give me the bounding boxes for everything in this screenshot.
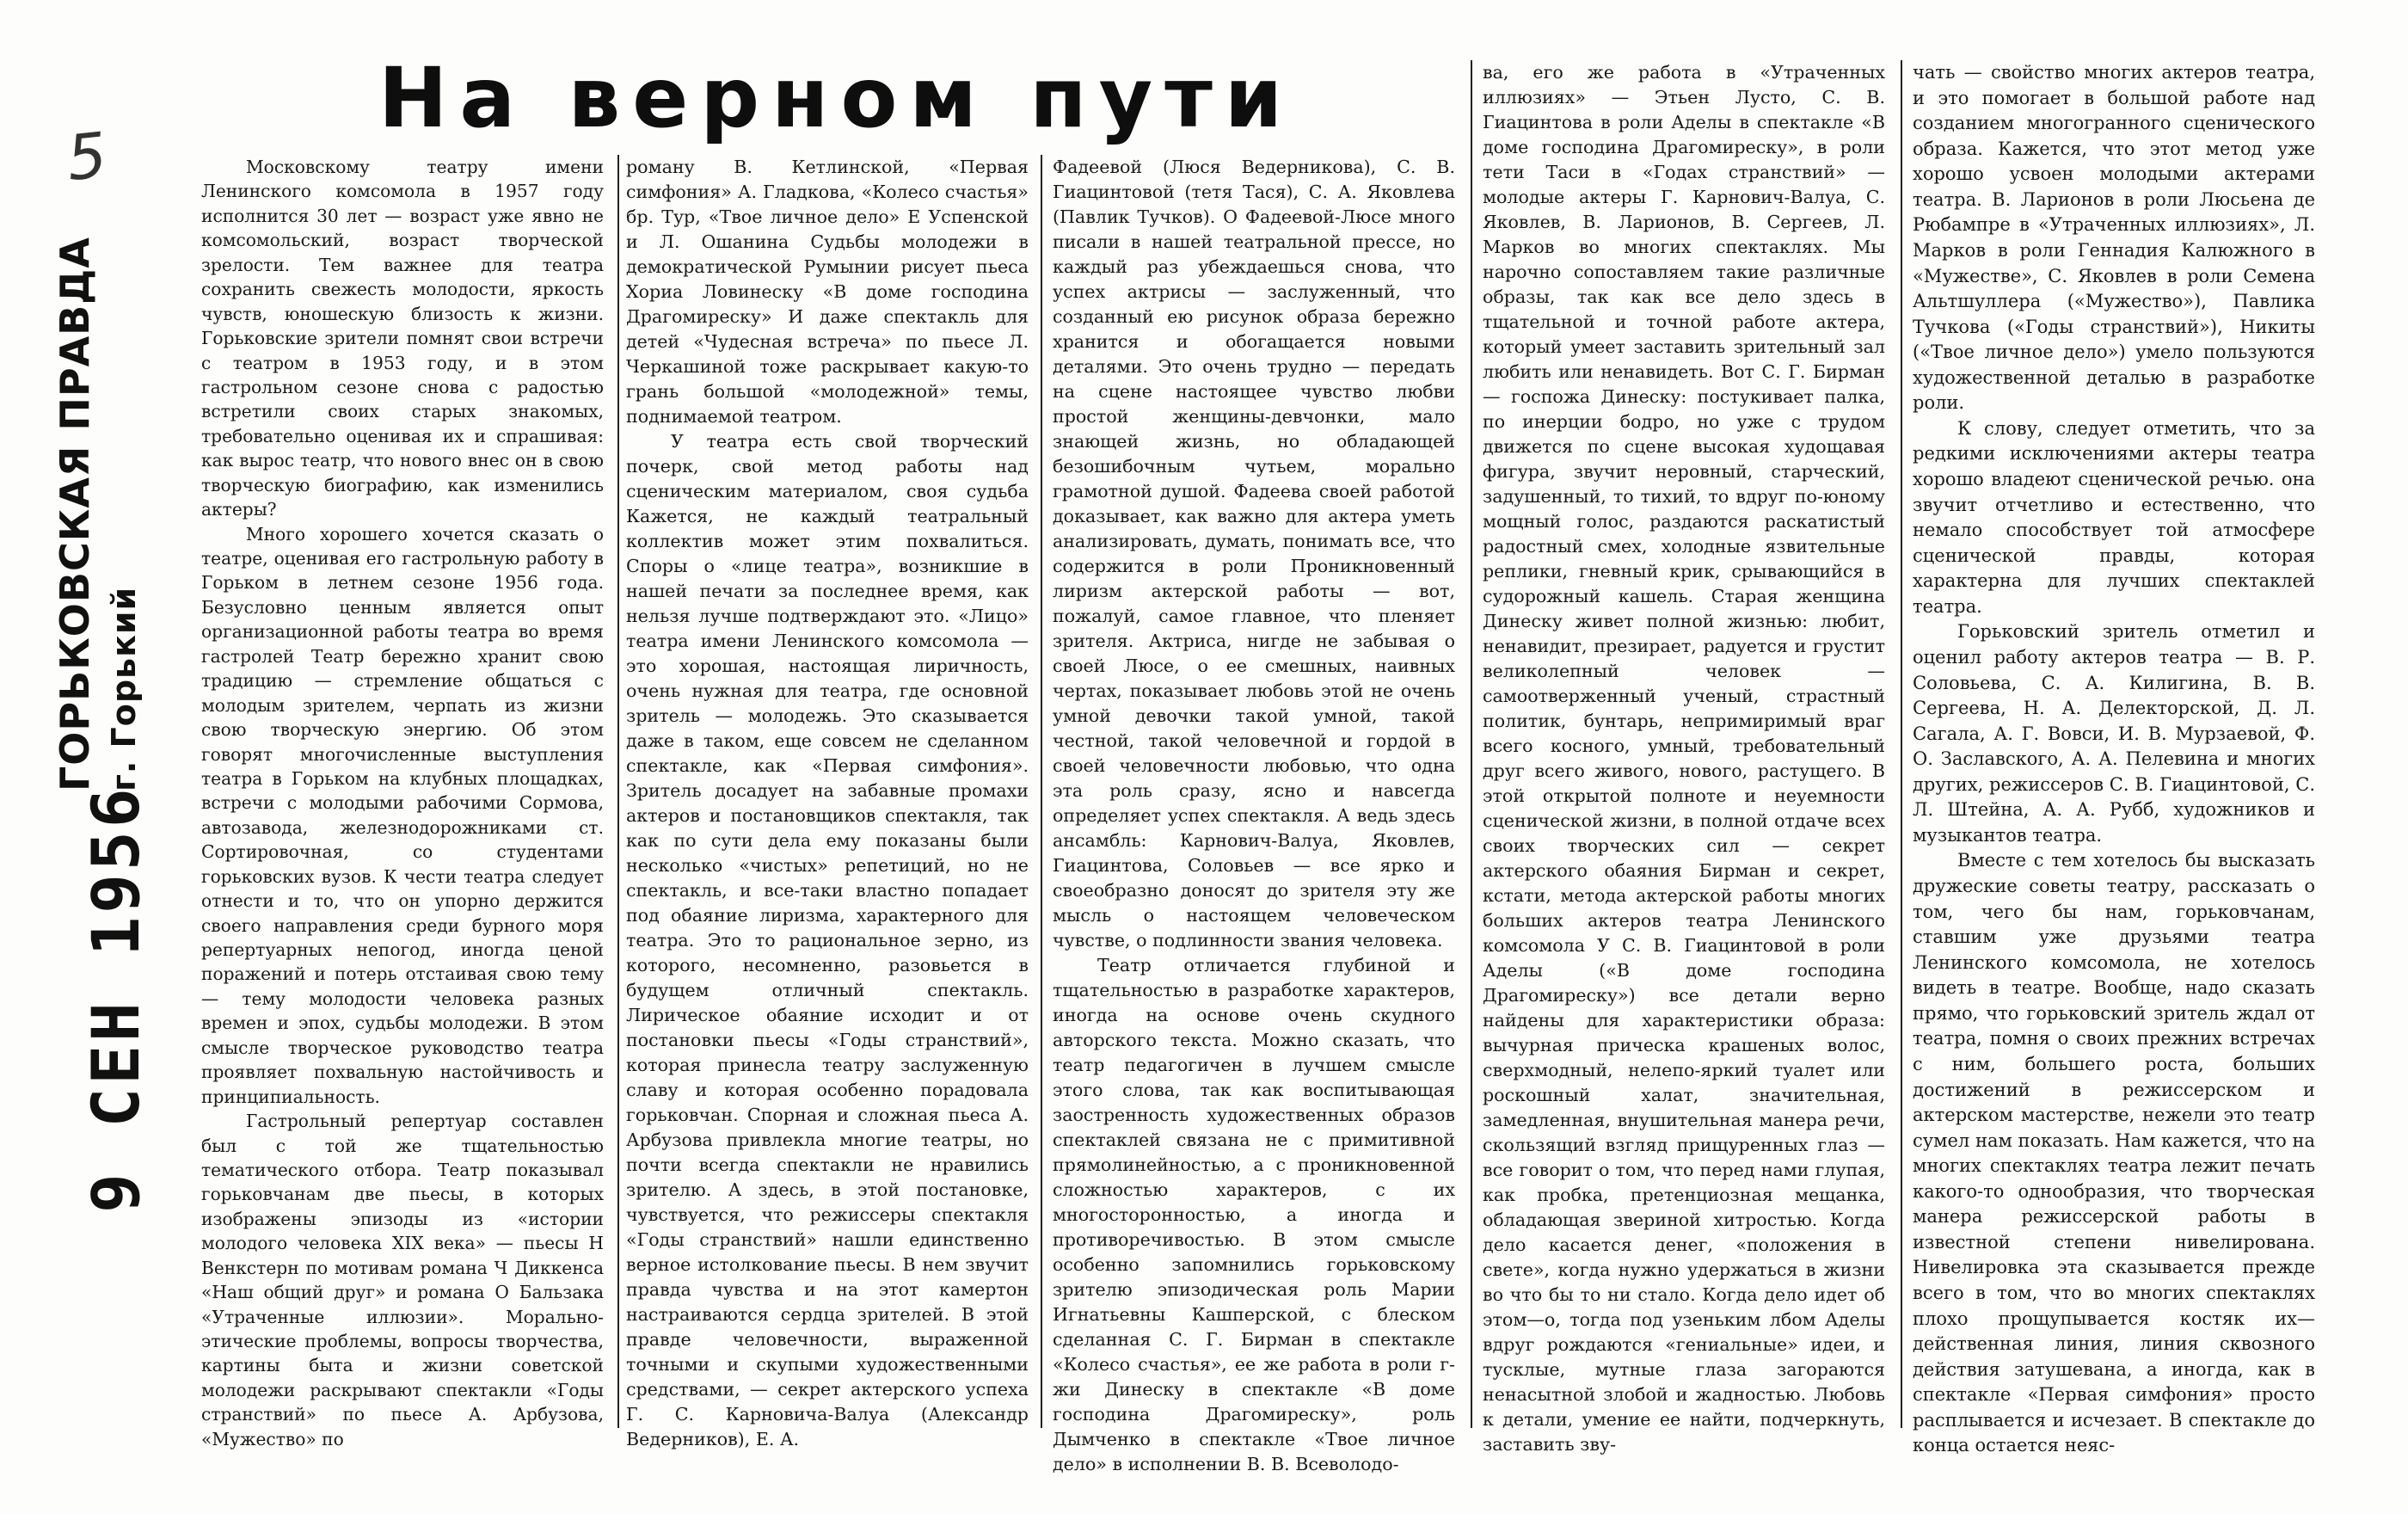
date-stamp bbox=[69, 785, 163, 1222]
paragraph: Гастрольный репертуар составлен был с той же тщательностью тематического отбора. Театр показывал горьковчанам две пьесы, в которых изображены эпизоды из «истории молодого человека XIX века» — пьесы Н Венкстерн по мотивам романа Ч Диккенса «Наш общий друг» и романа О Бальзака «Утраченные иллюзии». Морально-этические проблемы, вопросы творчества, картины быта и жизни советской молодежи раскрывают спектакли «Годы странствий» по пьесе А. Арбузова, «Мужество» по bbox=[201, 1111, 604, 1449]
paragraph: роману В. Кетлинской, «Первая симфония» А. Гладкова, «Колесо счастья» бр. Тур, «Твое личное дело» Е Успенской и Л. Ошанина Судьбы молодежи в демократической Румынии рисует пьеса Хориа Ловинеску «В доме господина Драгомиреску» И даже спектакль для детей «Чудесная встреча» по пьесе Л. Черкашиной тоже раскрывает какую-то грань большой «молодежной» темы, поднимаемой театром. bbox=[626, 157, 1029, 427]
article-column-4 bbox=[1483, 60, 1885, 1457]
article-column-5 bbox=[1913, 60, 2315, 1459]
column-rule bbox=[1041, 155, 1042, 1428]
paragraph: Много хорошего хочется сказать о театре, оценивая его гастрольную работу в Горьком в летнем сезоне 1956 года. Безусловно ценным является опыт организационной работы театра во время гастролей Театр бережно хранит свою традицию — стремление общаться с молодым зрителем, черпать из жизни свою творческую энергию. Об этом говорят многочисленные выступления театра в Горьком на клубных площадках, встречи с молодыми рабочими Сормова, автозавода, железнодорожниками ст. Сортировочная, со студентами горьковских вузов. К чести театра следует отнести и то, что он упорно держится своего направления среди бурного моря репертуарных непогод, иногда ценой поражений и потерь отстаивая свою тему — тему молодости человека разных времен и эпох, судьбы молодежи. В этом смысле творческое руководство театра проявляет похвальную настойчивость и принципиальность. bbox=[201, 523, 604, 1107]
paragraph: Фадеевой (Люся Ведерникова), С. В. Гиацинтовой (тетя Тася), С. А. Яковлева (Павлик Тучков). О Фадеевой-Люсе много писали в нашей театральной прессе, но каждый раз убеждаешься снова, что успех актрисы — заслуженный, что созданный ею рисунок образа бережно хранится и обогащается новыми деталями. Это очень трудно — передать на сцене настоящее чувство любви простой женщины-девчонки, мало знающей жизнь, но обладающей безошибочным чутьем, морально грамотной душой. Фадеева своей работой доказывает, как важно для актера уметь анализировать, думать, понимать все, что содержится в роли Проникновенный лиризм актерской работы — вот, пожалуй, самое главное, что пленяет зрителя. Актриса, нигде не забывая о своей Люсе, о ее смешных, наивных чертах, показывает любовь этой не очень умной девочки такой умной, такой честной, такой человечной и гордой в своей человечности любовью, что одна эта роль сразу, ясно и навсегда определяет успех спектакля. А ведь здесь ансамбль: Карнович-Валуа, Яковлев, Гиацинтова, Соловьев — все ярко и своеобразно доносят до зрителя эту же мысль о настоящем человеческом чувстве, о подлинности звания человека. bbox=[1053, 157, 1455, 951]
column-rule bbox=[617, 155, 619, 1428]
article-column-2 bbox=[626, 155, 1029, 1452]
newspaper-name-stamp bbox=[52, 237, 146, 791]
paragraph: Горьковский зритель отметил и оценил работу актеров театра — В. Р. Соловьева, С. А. Килигина, В. В. Сергеева, Н. А. Делекторской, Д. Л. Сагала, А. Г. Вовси, И. В. Мурзаевой, Ф. О. Заславского, А. А. Пелевина и многих других, режиссеров С. В. Гиацинтовой, С. Л. Штейна, А. А. Рубб, художников и музыкантов театра. bbox=[1913, 621, 2315, 846]
paragraph: Московскому театру имени Ленинского комсомола в 1957 году исполнится 30 лет — возраст уже явно не комсомольский, возраст творческой зрелости. Тем важнее для театра сохранить свежесть молодости, яркость чувств, юношескую близость к жизни. Горьковские зрители помнят свои встречи с театром в 1953 году, и в этом гастрольном сезоне снова с радостью встретили своих старых знакомых, требовательно оценивая их и спрашивая: как вырос театр, что нового внес он в свою творческую биографию, как изменились актеры? bbox=[201, 157, 604, 520]
column-rule bbox=[1471, 60, 1472, 1428]
newspaper-name: ГОРЬКОВСКАЯ ПРАВДА bbox=[52, 237, 98, 791]
left-margin bbox=[0, 0, 172, 1514]
article-headline: На верном пути bbox=[378, 50, 1295, 146]
paragraph: К слову, следует отметить, что за редкими исключениями актеры театра хорошо владеют сценической речью. она звучит отчетливо и естественно, что немало способствует той атмосфере сценической правды, которая характерна для лучших спектаклей театра. bbox=[1913, 417, 2315, 617]
paragraph: Вместе с тем хотелось бы высказать дружеские советы театру, рассказать о том, чего бы нам, горьковчанам, ставшим уже друзьями театра Ленинского комсомола, не хотелось видеть в театре. Вообще, надо сказать прямо, что горьковский зритель ждал от театра, помня о своих прежних встречах с ним, большего роста, больших достижений в режиссерском и актерском мастерстве, нежели это театр сумел нам показать. Нам кажется, что на многих спектаклях театра лежит печать какого-то однообразия, что творческая манера режиссерской работы в известной степени нивелирована. Нивелировка эта сказывается прежде всего в том, что во многих спектаклях плохо прощупывается костяк их—действенная линия, линия сквозного действия затушевана, а иногда, как в спектакле «Первая симфония» просто расплывается и исчезает. В спектакле до конца остается неяс- bbox=[1913, 850, 2315, 1456]
newspaper-city: г. Горький bbox=[105, 586, 143, 791]
date-stamp-text: 9 СЕН 1956 bbox=[77, 785, 154, 1213]
article-column-1 bbox=[201, 155, 604, 1451]
handwritten-page-number: 5 bbox=[63, 118, 111, 195]
paragraph: У театра есть свой творческий почерк, свой метод работы над сценическим материалом, своя судьба Кажется, не каждый театральный коллектив может этим похвалиться. Споры о «лице театра», возникшие в нашей печати за последнее время, как нельзя лучше подтверждают это. «Лицо» театра имени Ленинского комсомола — это хорошая, настоящая лиричность, очень нужная для театра, где основной зритель — молодежь. Это сказывается даже в таком, еще совсем не сделанном спектакле, как «Первая симфония». Зритель досадует на забавные промахи актеров и постановщиков спектакля, так как по сути дела ему показаны были несколько «чистых» репетиций, но не спектакль, и все-таки властно попадает под обаяние лиризма, характерного для театра. Это то рациональное зерно, из которого, несомненно, разовьется в будущем отличный спектакль. Лирическое обаяние исходит и от постановки пьесы «Годы странствий», которая принесла театру заслуженную славу и которая особенно порадовала горьковчан. Спорная и сложная пьеса А. Арбузова привлекла многие театры, но почти всегда спектакли не нравились зрителю. А здесь, в этой постановке, чувствуется, что режиссеры спектакля «Годы странствий» нашли единственно верное истолкование пьесы. В нем звучит правда чувства и на этот камертон настраиваются сердца зрителей. В этой правде человечности, выраженной точными и скупыми художественными средствами, — секрет актерского успеха Г. С. Карновича-Валуа (Александр Ведерников), Е. А. bbox=[626, 431, 1029, 1449]
column-rule bbox=[1901, 60, 1902, 1428]
paragraph: чать — свойство многих актеров театра, и это помогает в большой работе над созданием многогранного сценического образа. Кажется, что этот метод уже хорошо усвоен молодыми актерами театра. В. Ларионов в роли Люсьена де Рюбампре в «Утраченных иллюзиях», Л. Марков в роли Геннадия Калюжного в «Мужестве», С. Яковлев в роли Семена Альтшуллера («Мужество»), Павлика Тучкова («Годы странствий»), Никиты («Твое личное дело») умело пользуются художественной деталью в разработке роли. bbox=[1913, 62, 2315, 414]
paragraph: Театр отличается глубиной и тщательностью в разработке характеров, иногда на основе очень скудного авторского текста. Можно сказать, что театр педагогичен в лучшем смысле этого слова, так как воспитывающая заостренность художественных образов спектаклей связана не с примитивной прямолинейностью, а с проникновенной сложностью характеров, с их многосторонностью, а иногда и противоречивостью. В этом смысле особенно запомнились горьковскому зрителю эпизодическая роль Марии Игнатьевны Кашперской, с блеском сделанная С. Г. Бирман в спектакле «Колесо счастья», ее же работа в роли г-жи Динеску в спектакле «В доме господина Драгомиреску», роль Дымченко в спектакле «Твое личное дело» в исполнении В. В. Всеволодо- bbox=[1053, 955, 1455, 1474]
article-column-3 bbox=[1053, 155, 1455, 1477]
paragraph: ва, его же работа в «Утраченных иллюзиях» — Этьен Лусто, С. В. Гиацинтова в роли Аделы в спектакле «В доме господина Драгомиреску», в роли тети Таси в «Годах странствий» — молодые актеры Г. Карнович-Валуа, С. Яковлев, В. Ларионов, В. Сергеев, Л. Марков во многих спектаклях. Мы нарочно сопоставляем такие различные образы, так как все дело здесь в тщательной и точной работе актера, который умеет заставить зрительный зал любить или ненавидеть. Вот С. Г. Бирман — госпожа Динеску: постукивает палка, по инерции бодро, но уже с трудом движется по сцене высокая худощавая фигура, звучит неровный, старческий, задушенный, то тихий, то вдруг по-юному мощный голос, раздаются раскатистый радостный смех, холодные язвительные реплики, гневный крик, срывающийся в судорожный кашель. Старая женщина Динеску живет полной жизнью: любит, ненавидит, презирает, радуется и грустит великолепный человек — самоотверженный ученый, страстный политик, бунтарь, непримиримый враг всего косного, умный, требовательный друг всего живого, нового, растущего. В этой открытой полноте и неуемности сценической жизни, в полной отдаче всех своих творческих сил — секрет актерского обаяния Бирман и секрет, кстати, метода актерской работы многих больших актеров театра Ленинского комсомола У С. В. Гиацинтовой в роли Аделы («В доме господина Драгомиреску») все детали верно найдены для характеристики образа: вычурная прическа крашеных волос, сверхмодный, нелепо-яркий туалет или роскошный халат, значительная, замедленная, внушительная манера речи, скользящий взгляд прищуренных глаз — все говорит о том, что перед нами глупая, как пробка, претенциозная мещанка, обладающая звериной хитростью. Когда дело касается денег, «положения в свете», когда нужно удержаться в жизни во что бы то ни стало. Когда дело идет об этом—о, тогда под узеньким лбом Аделы вдруг рождаются «гениальные» идеи, и тусклые, мутные глаза загораются ненасытной злобой и жадностью. Любовь к детали, умение ее найти, подчеркнуть, заставить зву- bbox=[1483, 62, 1885, 1455]
